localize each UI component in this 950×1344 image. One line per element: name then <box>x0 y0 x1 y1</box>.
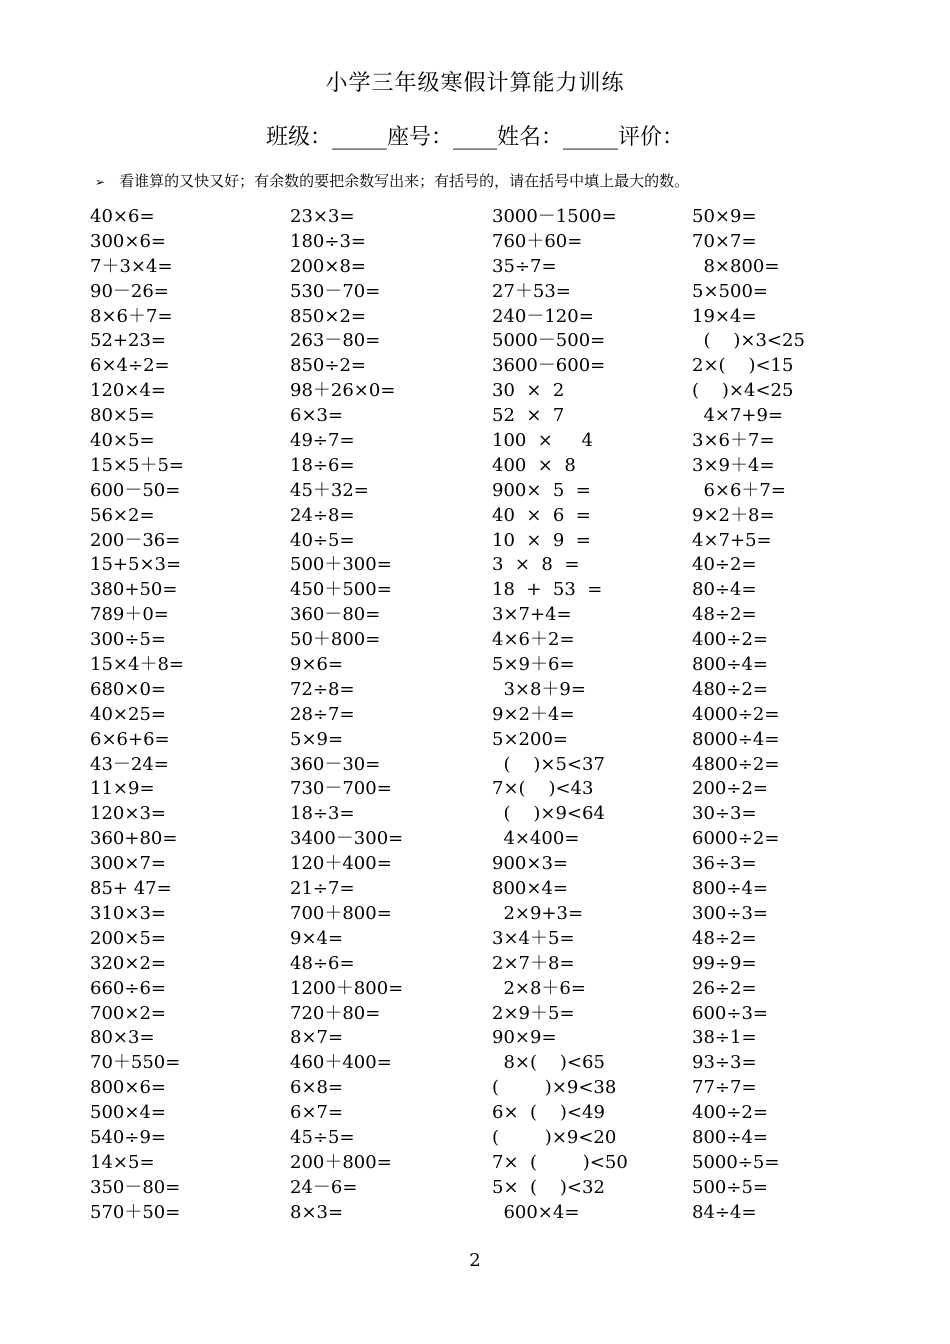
math-problem: 15+5×3= <box>90 554 182 576</box>
math-problem: 7＋3×4= <box>90 255 173 277</box>
math-problem: 700×2= <box>90 1002 166 1024</box>
arrow-bullet-icon: ➢ <box>95 175 106 189</box>
math-problem: 3400－300= <box>290 828 404 850</box>
math-problem: 40×25= <box>90 703 166 725</box>
math-problem: 6×6＋7= <box>692 479 786 501</box>
math-problem: 50＋800= <box>290 629 381 651</box>
math-problem: 72÷8= <box>290 678 355 700</box>
math-problem: 11×9= <box>90 778 155 800</box>
math-problem: 48÷6= <box>290 952 355 974</box>
math-problem: 8×7= <box>290 1027 344 1049</box>
math-problem: 30÷3= <box>692 803 757 825</box>
math-problem: 800÷4= <box>692 878 768 900</box>
math-problem: 7× ( )<50 <box>492 1151 628 1173</box>
math-problem: 350－80= <box>90 1176 181 1198</box>
math-problem: 2×( )<15 <box>692 355 794 377</box>
math-problem: 80÷4= <box>692 579 757 601</box>
math-problem: 480÷2= <box>692 678 768 700</box>
math-problem: 120×3= <box>90 803 166 825</box>
math-problem: 6×3= <box>290 405 344 427</box>
math-problem: 24－6= <box>290 1176 358 1198</box>
math-problem: 2×9＋5= <box>492 1002 575 1024</box>
math-problem: ( )×9<20 <box>492 1126 617 1148</box>
instructions <box>95 170 689 191</box>
math-problem: 35÷7= <box>492 255 557 277</box>
math-problem: 6×4÷2= <box>90 355 170 377</box>
math-problem: 8×6＋7= <box>90 305 173 327</box>
math-problem: 18÷3= <box>290 803 355 825</box>
math-problem: 760＋60= <box>492 230 583 252</box>
math-problem: 3×6＋7= <box>692 430 775 452</box>
math-problem: 530－70= <box>290 280 381 302</box>
problem-column-3 <box>492 205 628 1226</box>
math-problem: 500＋300= <box>290 554 392 576</box>
math-problem: 9×4= <box>290 927 344 949</box>
math-problem: 18÷6= <box>290 454 355 476</box>
math-problem: ( )×4<25 <box>692 380 794 402</box>
worksheet-title: 小学三年级寒假计算能力训练 <box>325 71 625 96</box>
math-problem: 85+ 47= <box>90 878 172 900</box>
math-problem: 80×5= <box>90 405 155 427</box>
math-problem: 84÷4= <box>692 1201 757 1223</box>
math-problem: 40×5= <box>90 430 155 452</box>
math-problem: 5×500= <box>692 280 768 302</box>
math-problem: 8000÷4= <box>692 728 780 750</box>
math-problem: 3×7+4= <box>492 604 572 626</box>
math-problem: 3000－1500= <box>492 206 617 227</box>
math-problem: 2×9+3= <box>492 902 584 924</box>
math-problem: 600÷3= <box>692 1002 768 1024</box>
math-problem: 38÷1= <box>692 1027 757 1049</box>
math-problem: 320×2= <box>90 952 166 974</box>
math-problem: 800×6= <box>90 1077 166 1099</box>
math-problem: 5×200= <box>492 728 568 750</box>
math-problem: 380+50= <box>90 579 178 601</box>
math-problem: ( )×9<64 <box>492 803 605 825</box>
math-problem: 360+80= <box>90 828 178 850</box>
math-problem: 4×7+9= <box>692 405 784 427</box>
math-problem: 6×8= <box>290 1077 344 1099</box>
math-problem: 8×800= <box>692 255 780 277</box>
math-problem: 5×9= <box>290 728 344 750</box>
student-info-line: 班级：_____座号：____姓名：_____评价： <box>265 125 684 150</box>
math-problem: 900×3= <box>492 853 568 875</box>
math-problem: 660÷6= <box>90 977 166 999</box>
math-problem: 4000÷2= <box>692 703 780 725</box>
math-problem: 2×8＋6= <box>492 977 586 999</box>
math-problem: ( )×5<37 <box>492 753 605 775</box>
math-problem: 8×3= <box>290 1201 344 1223</box>
math-problem: 40 × 6 = <box>492 504 591 526</box>
math-problem: 40÷2= <box>692 554 757 576</box>
math-problem: 460＋400= <box>290 1052 392 1074</box>
math-problem: 400÷2= <box>692 629 768 651</box>
math-problem: 26÷2= <box>692 977 757 999</box>
math-problem: 40×6= <box>90 206 155 227</box>
math-problem: 24÷8= <box>290 504 355 526</box>
math-problem: 18 + 53 = <box>492 579 603 601</box>
math-problem: 28÷7= <box>290 703 355 725</box>
math-problem: 48÷2= <box>692 927 757 949</box>
math-problem: 4×400= <box>492 828 580 850</box>
math-problem: 263－80= <box>290 330 381 352</box>
math-problem: 52+23= <box>90 330 166 352</box>
math-problem: 5000－500= <box>492 330 606 352</box>
math-problem: 200×8= <box>290 255 366 277</box>
math-problem: 8×( )<65 <box>492 1052 605 1074</box>
math-problem: 360－80= <box>290 604 381 626</box>
math-problem: 52 × 7 <box>492 405 565 427</box>
math-problem: 6×7= <box>290 1102 344 1124</box>
math-problem: 3 × 8 = <box>492 554 580 576</box>
math-problem: 9×2＋4= <box>492 703 575 725</box>
math-problem: 5× ( )<32 <box>492 1176 605 1198</box>
math-problem: 5×9＋6= <box>492 654 575 676</box>
math-problem: 730－700= <box>290 778 392 800</box>
math-problem: 90－26= <box>90 280 169 302</box>
math-problem: 180÷3= <box>290 230 366 252</box>
math-problem: 300×7= <box>90 853 166 875</box>
math-problem: 3×9＋4= <box>692 454 775 476</box>
math-problem: 789＋0= <box>90 604 169 626</box>
math-problem: 120×4= <box>90 380 166 402</box>
math-problem: 80×3= <box>90 1027 155 1049</box>
math-problem: 23×3= <box>290 206 355 227</box>
math-problem: 5000÷5= <box>692 1151 780 1173</box>
instruction-text: 看谁算的又快又好；有余数的要把余数写出来；有括号的，请在括号中填上最大的数。 <box>119 172 690 190</box>
math-problem: 200×5= <box>90 927 166 949</box>
math-problem: 680×0= <box>90 678 166 700</box>
math-problem: 21÷7= <box>290 878 355 900</box>
math-problem: 200＋800= <box>290 1151 392 1173</box>
math-problem: 570＋50= <box>90 1201 181 1223</box>
math-problem: 540÷9= <box>90 1126 166 1148</box>
math-problem: 93÷3= <box>692 1052 757 1074</box>
math-problem: 200÷2= <box>692 778 768 800</box>
math-problem: 400÷2= <box>692 1102 768 1124</box>
math-problem: 800÷4= <box>692 654 768 676</box>
math-problem: 800÷4= <box>692 1126 768 1148</box>
math-problem: 49÷7= <box>290 430 355 452</box>
math-problem: 99÷9= <box>692 952 757 974</box>
math-problem: 4×6＋2= <box>492 629 575 651</box>
math-problem: 400 × 8 <box>492 454 576 476</box>
math-problem: 700＋800= <box>290 902 392 924</box>
page-number: 2 <box>469 1250 481 1271</box>
math-problem: 40÷5= <box>290 529 355 551</box>
math-problem: 43－24= <box>90 753 169 775</box>
math-problem: 45＋32= <box>290 479 369 501</box>
math-problem: 15×4＋8= <box>90 654 184 676</box>
math-problem: 450＋500= <box>290 579 392 601</box>
problem-column-2 <box>290 205 403 1226</box>
math-problem: 27＋53= <box>492 280 571 302</box>
math-problem: 56×2= <box>90 504 155 526</box>
math-problem: 120＋400= <box>290 853 392 875</box>
math-problem: 4×7+5= <box>692 529 772 551</box>
math-problem: 200－36= <box>90 529 181 551</box>
math-problem: 98＋26×0= <box>290 380 396 402</box>
math-problem: 3×4＋5= <box>492 927 575 949</box>
math-problem: 19×4= <box>692 305 757 327</box>
math-problem: 15×5＋5= <box>90 454 184 476</box>
problem-column-1 <box>90 205 184 1226</box>
math-problem: 9×2＋8= <box>692 504 775 526</box>
math-problem: 3×8＋9= <box>492 678 586 700</box>
math-problem: 2×7＋8= <box>492 952 575 974</box>
math-problem: 300÷3= <box>692 902 768 924</box>
math-problem: 4800÷2= <box>692 753 780 775</box>
math-problem: 77÷7= <box>692 1077 757 1099</box>
problem-column-4 <box>692 205 805 1226</box>
math-problem: 6×6+6= <box>90 728 170 750</box>
math-problem: 300÷5= <box>90 629 166 651</box>
math-problem: 600×4= <box>492 1201 580 1223</box>
math-problem: 100 × 4 <box>492 430 593 452</box>
math-problem: 36÷3= <box>692 853 757 875</box>
math-problem: 240－120= <box>492 305 594 327</box>
math-problem: 850÷2= <box>290 355 366 377</box>
math-problem: 48÷2= <box>692 604 757 626</box>
math-problem: 600－50= <box>90 479 181 501</box>
math-problem: 6× ( )<49 <box>492 1102 605 1124</box>
math-problem: ( )×3<25 <box>692 330 805 352</box>
math-problem: 720＋80= <box>290 1002 381 1024</box>
math-problem: 50×9= <box>692 206 757 227</box>
math-problem: 300×6= <box>90 230 166 252</box>
math-problem: 90×9= <box>492 1027 557 1049</box>
math-problem: 900× 5 = <box>492 479 591 501</box>
math-problem: 850×2= <box>290 305 366 327</box>
math-problem: 70＋550= <box>90 1052 181 1074</box>
math-problem: 70×7= <box>692 230 757 252</box>
math-problem: 14×5= <box>90 1151 155 1173</box>
math-problem: 1200＋800= <box>290 977 404 999</box>
math-problem: 30 × 2 <box>492 380 565 402</box>
math-problem: 6000÷2= <box>692 828 780 850</box>
math-problem: 45÷5= <box>290 1126 355 1148</box>
math-problem: 3600－600= <box>492 355 606 377</box>
math-problem: 500×4= <box>90 1102 166 1124</box>
math-problem: 9×6= <box>290 654 344 676</box>
math-problem: 500÷5= <box>692 1176 768 1198</box>
math-problem: ( )×9<38 <box>492 1077 617 1099</box>
math-problem: 800×4= <box>492 878 568 900</box>
math-problem: 360－30= <box>290 753 381 775</box>
math-problem: 7×( )<43 <box>492 778 594 800</box>
math-problem: 10 × 9 = <box>492 529 591 551</box>
math-problem: 310×3= <box>90 902 166 924</box>
